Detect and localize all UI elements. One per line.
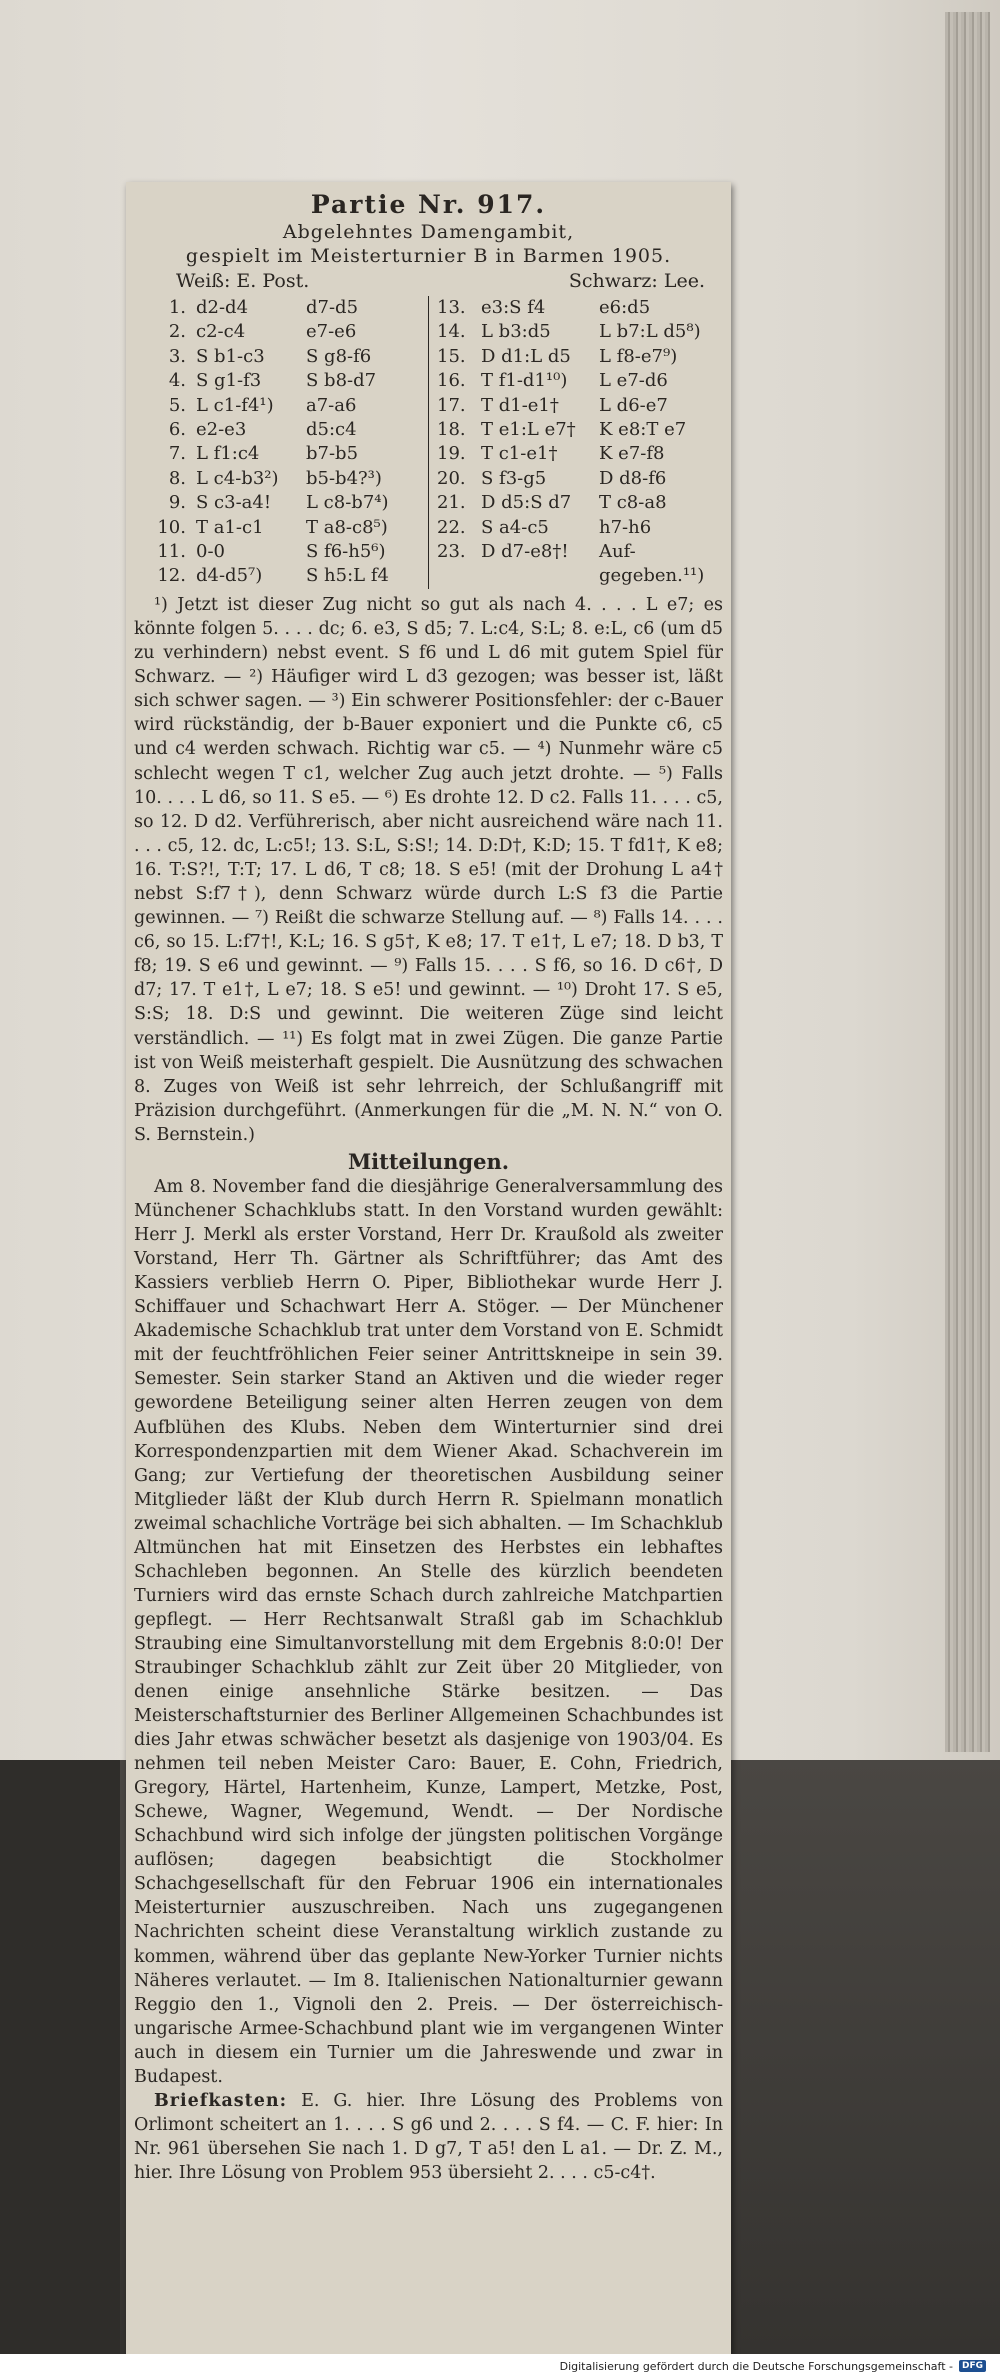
- move-number: 12.: [157, 565, 186, 587]
- white-move: e3:S f4: [481, 297, 546, 318]
- white-move: c2-c4: [196, 321, 246, 343]
- white-move: [481, 564, 599, 588]
- move-row: [134, 369, 428, 393]
- move-row: [429, 516, 723, 540]
- black-move: d7-d5: [306, 297, 359, 318]
- black-move: S h5:L f4: [306, 565, 389, 587]
- move-number: 3.: [168, 345, 186, 367]
- background-strip: [0, 1760, 120, 2378]
- white-move: T f1-d1¹⁰): [481, 370, 568, 392]
- black-move: h7-h6: [599, 516, 652, 538]
- white-move: S g1-f3: [196, 370, 262, 392]
- move-number: 1.: [168, 297, 186, 318]
- move-number: 16.: [437, 370, 466, 392]
- move-number: [429, 564, 481, 588]
- footer-text: Digitalisierung gefördert durch die Deutsche Forschungsgemeinschaft -: [559, 2359, 953, 2373]
- move-number: 22.: [437, 516, 466, 538]
- move-number: 7.: [168, 443, 186, 465]
- black-move: L b7:L d5⁸): [599, 321, 701, 343]
- black-move: gegeben.¹¹): [599, 565, 705, 587]
- move-row: [134, 345, 428, 369]
- white-move: T d1-e1†: [481, 394, 559, 416]
- black-move: L d6-e7: [599, 394, 668, 416]
- move-row: [134, 296, 428, 320]
- move-row: [429, 491, 723, 515]
- black-move: a7-a6: [306, 394, 357, 416]
- move-row: [429, 418, 723, 442]
- white-move: T c1-e1†: [481, 443, 558, 465]
- move-number: 2.: [168, 321, 186, 343]
- white-move: D d7-e8†!: [481, 541, 569, 563]
- page-edge: [945, 12, 990, 1752]
- move-row: [134, 516, 428, 540]
- black-move: b7-b5: [306, 443, 359, 465]
- white-move: S c3-a4!: [196, 492, 272, 514]
- move-row: [134, 491, 428, 515]
- black-move: D d8-f6: [599, 467, 667, 489]
- players-line: [134, 268, 723, 294]
- white-move: T e1:L e7†: [481, 419, 576, 441]
- move-number: 8.: [168, 467, 186, 489]
- newspaper-clipping: [126, 182, 731, 2354]
- move-number: 20.: [437, 467, 466, 489]
- game-heading: Partie Nr. 917.: [310, 190, 547, 219]
- black-move: e6:d5: [599, 297, 651, 318]
- white-move: L c1-f4¹): [196, 394, 274, 416]
- black-move: S g8-f6: [306, 345, 372, 367]
- move-row: [134, 540, 428, 564]
- news-text: Am 8. November fand die diesjährige Generalversammlung des Münchener Schachklubs statt. In den Vorstand wurden gewählt: Herr J. Merkl als erster Vorstand, Herr Dr. Kraußold als zweiter Vorstand, Herr Th. Gärtner als Schriftführer; das Amt des Kassiers verblieb Herrn O. Piper, Bibliothekar wurde Herr J. Schiffauer und Schachwart Herr A. Stöger. — Der Münchener Akademische Schachklub trat unter dem Vorstand von E. Schmidt mit der feuchtfröhlichen Feier seiner Antrittskneipe in sein 39. Semester. Sein starker Stand an Aktiven und die wieder reger gewordene Beteiligung seiner alten Herren zeugen von dem Aufblühen des Klubs. Neben dem Winterturnier sind drei Korrespondenzpartien mit dem Wiener Akad. Schachverein im Gang; zur Vertiefung der theoretischen Ausbildung seiner Mitglieder läßt der Klub durch Herrn R. Spielmann monatlich zweimal schachliche Vorträge bei sich abhalten. — Im Schachklub Altmünchen hat mit Einsetzen des Herbstes ein lebhaftes Schachleben begonnen. An Stelle des kürzlich beendeten Turniers wird das ernste Schach durch zahlreiche Matchpartien gepflegt. — Herr Rechtsanwalt Straßl gab im Schachklub Straubing eine Simultanvorstellung mit dem Ergebnis 8:0:0! Der Straubinger Schachklub zählt zur Zeit über 20 Mitglieder, von denen einige ansehnliche Stärke besitzen. — Das Meisterschaftsturnier des Berliner Allgemeinen Schachbundes ist dies Jahr etwas schwächer besetzt als dasjenige von 1903/04. Es nehmen teil neben Meister Caro: Bauer, E. Cohn, Friedrich, Gregory, Härtel, Hartenheim, Kunze, Lampert, Metzke, Post, Schewe, Wagner, Wegemund, Wendt. — Der Nordische Schachbund wird sich infolge der jüngsten politischen Vorgänge auflösen; dagegen beabsichtigt die Stockholmer Schachgesellschaft für den Februar 1906 ein internationales Meisterturnier auszuschreiben. Nach uns zugegangenen Nachrichten scheint diese Veranstaltung wirklich zustande zu kommen, während über das geplante New-Yorker Turnier nichts Näheres verlautet. — Im 8. Italienischen Nationalturnier gewann Reggio den 1., Vignoli den 2. Preis. — Der österreichisch-ungarische Armee-Schachbund plant wie im vergangenen Winter auch in diesem ein Turnier um die Jahreswende und zwar in Budapest.: [134, 1177, 723, 2087]
- move-number: 9.: [168, 492, 186, 514]
- black-player: Schwarz: Lee.: [568, 270, 705, 292]
- move-row: [429, 369, 723, 393]
- black-move: K e8:T e7: [599, 419, 687, 441]
- move-row: [134, 320, 428, 344]
- black-move: S b8-d7: [306, 370, 377, 392]
- black-move: L f8-e7⁹): [599, 345, 678, 367]
- white-move: S f3-g5: [481, 467, 547, 489]
- move-number: 17.: [437, 394, 466, 416]
- move-number: 14.: [437, 321, 466, 343]
- black-move: L e7-d6: [599, 370, 668, 392]
- game-opening: Abgelehntes Damengambit,: [282, 221, 575, 243]
- move-row: [429, 394, 723, 418]
- black-move: K e7-f8: [599, 443, 665, 465]
- white-move: S a4-c5: [481, 516, 549, 538]
- black-move: d5:c4: [306, 419, 357, 441]
- white-move: L f1:c4: [196, 443, 260, 465]
- move-number: 4.: [168, 370, 186, 392]
- white-move: 0-0: [196, 541, 225, 563]
- move-number: 11.: [157, 541, 186, 563]
- move-row: [134, 418, 428, 442]
- clipping-content: [134, 190, 723, 2185]
- white-move: e2-e3: [196, 419, 247, 441]
- move-number: 13.: [437, 297, 466, 318]
- move-number: 10.: [157, 516, 186, 538]
- black-move: S f6-h5⁶): [306, 541, 386, 563]
- black-move: b5-b4?³): [306, 467, 382, 489]
- move-row: [429, 540, 723, 564]
- white-move: D d1:L d5: [481, 345, 571, 367]
- letterbox-text: E. G. hier. Ihre Lösung des Problems von Orlimont scheitert an 1. . . . S g6 und 2. . . . S f4. — C. F. hier: In Nr. 961 übersehen Sie nach 1. D g7, T a5! den L a1. — Dr. Z. M., hier. Ihre Lösung von Problem 953 übersieht 2. . . . c5-c4†.: [134, 2090, 723, 2183]
- move-number: 23.: [437, 541, 466, 563]
- black-move: T c8-a8: [599, 492, 667, 514]
- game-event: gespielt im Meisterturnier B in Barmen 1905.: [185, 245, 672, 267]
- move-row: [429, 345, 723, 369]
- white-move: T a1-c1: [196, 516, 264, 538]
- move-row: [134, 394, 428, 418]
- move-number: 5.: [168, 394, 186, 416]
- moves-table: [134, 296, 723, 589]
- news-title: Mitteilungen.: [347, 1149, 510, 1175]
- game-annotations: ¹) Jetzt ist dieser Zug nicht so gut als nach 4. . . . L e7; es könnte folgen 5. . . . dc; 6. e3, S d5; 7. L:c4, S:L; 8. e:L, c6 (um d5 zu verhindern) nebst event. S f6 und L d6 mit gutem Spiel für Schwarz. — ²) Häufiger wird L d3 gezogen; was besser ist, läßt sich schwer sagen. — ³) Ein schwerer Positionsfehler: der c-Bauer wird rückständig, der b-Bauer exponiert und die Punkte c6, c5 und c4 werden schwach. Richtig war c5. — ⁴) Nunmehr wäre c5 schlecht wegen T c1, welcher Zug auch jetzt drohte. — ⁵) Falls 10. . . . L d6, so 11. S e5. — ⁶) Es drohte 12. D c2. Falls 11. . . . c5, so 12. D d2. Verführerisch, aber nicht ausreichend wäre nach 11. . . . c5, 12. dc, L:c5!; 13. S:L, S:S!; 14. D:D†, K:D; 15. T fd1†, K e8; 16. T:S?!, T:T; 17. L d6, T c8; 18. S e5! (mit der Drohung L a4† nebst S:f7†), denn Schwarz würde durch L:S f3 die Partie gewinnen. — ⁷) Reißt die schwarze Stellung auf. — ⁸) Falls 14. . . . c6, so 15. L:f7†!, K:L; 16. S g5†, K e8; 17. T e1†, L e7; 18. D b3, T f8; 19. S e6 und gewinnt. — ⁹) Falls 15. . . . S f6, so 16. D c6†, D d7; 17. T e1†, L e7; 18. S e5! und gewinnt. — ¹⁰) Droht 17. S e5, S:S; 18. D:S und gewinnt. Die weiteren Züge sind leicht verständlich. — ¹¹) Es folgt mat in zwei Zügen. Die ganze Partie ist von Weiß meisterhaft gespielt. Die Ausnützung des schwachen 8. Zuges von Weiß ist sehr lehrreich, der Schlußangriff mit Präzision durchgeführt. (Anmerkungen für die „M. N. N.“ von O. S. Bernstein.): [134, 594, 723, 1145]
- move-number: 21.: [437, 492, 466, 514]
- move-row: [134, 467, 428, 491]
- move-number: 18.: [437, 419, 466, 441]
- black-move: e7-e6: [306, 321, 357, 343]
- letterbox: [134, 2089, 723, 2185]
- white-move: d4-d5⁷): [196, 565, 263, 587]
- white-player: Weiß: E. Post.: [176, 270, 310, 292]
- black-move: Auf-: [599, 541, 636, 563]
- moves-column-right: [429, 296, 723, 589]
- move-row: [134, 564, 428, 588]
- black-move: T a8-c8⁵): [306, 516, 388, 538]
- white-move: D d5:S d7: [481, 492, 572, 514]
- letterbox-label: Briefkasten:: [154, 2090, 288, 2111]
- move-row: [429, 564, 723, 588]
- move-row: [429, 467, 723, 491]
- digitization-footer: [0, 2354, 1000, 2378]
- white-move: S b1-c3: [196, 345, 265, 367]
- move-row: [429, 320, 723, 344]
- move-row: [429, 296, 723, 320]
- white-move: L b3:d5: [481, 321, 551, 343]
- black-move: L c8-b7⁴): [306, 492, 389, 514]
- move-row: [134, 442, 428, 466]
- white-move: d2-d4: [196, 297, 249, 318]
- move-number: 19.: [437, 443, 466, 465]
- dfg-logo: DFG: [959, 2360, 986, 2372]
- move-number: 15.: [437, 345, 466, 367]
- move-number: 6.: [168, 419, 186, 441]
- moves-column-left: [134, 296, 429, 589]
- move-row: [429, 442, 723, 466]
- white-move: L c4-b3²): [196, 467, 279, 489]
